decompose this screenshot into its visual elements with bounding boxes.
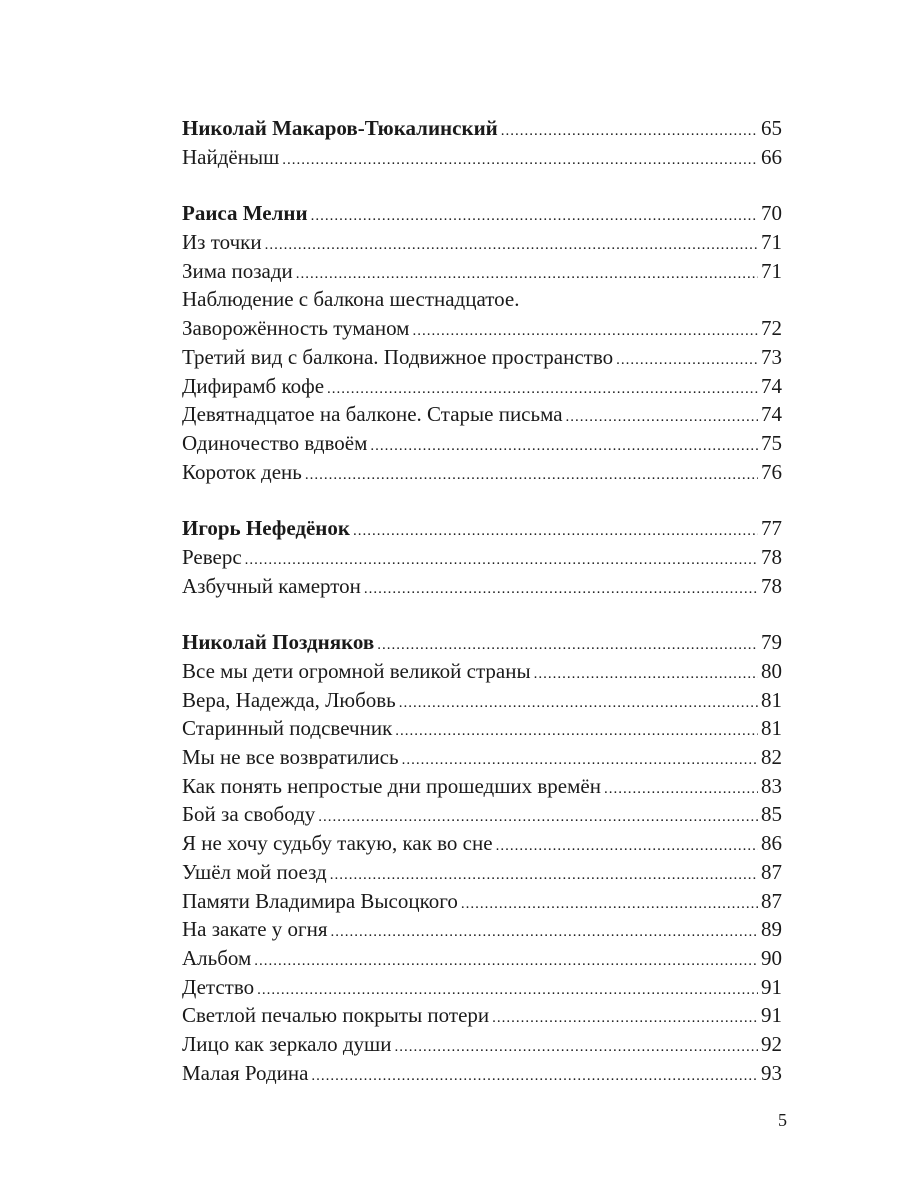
dot-leader [254,947,758,976]
toc-entry [182,1059,782,1088]
toc-entry-title: Вера, Надежда, Любовь [182,687,396,712]
toc-section-author [182,628,782,1087]
toc-page-number: 74 [761,373,782,398]
toc-entry-title: На закате у огня [182,917,328,942]
toc-entry [182,143,782,172]
toc-author-row [182,514,782,543]
toc-page-number: 91 [761,1003,782,1028]
dot-leader [245,546,758,575]
dot-leader [327,375,758,404]
dot-leader [257,976,758,1005]
dot-leader [311,1062,758,1091]
toc-page-number: 90 [761,945,782,970]
toc-entry-title: Девятнадцатое на балконе. Старые письма [182,402,563,427]
toc-entry-title: Заворожённость туманом [182,316,410,341]
toc-page-number: 70 [761,201,782,226]
dot-leader [265,231,758,260]
toc-page-number: 86 [761,831,782,856]
dot-leader [305,461,758,490]
dot-leader [364,575,758,604]
toc-entry [182,915,782,944]
toc-entry [182,572,782,601]
toc-entry [182,429,782,458]
toc-entry-title: Старинный подсвечник [182,716,393,741]
toc-entry-title: Одиночество вдвоём [182,430,368,455]
toc-entry [182,228,782,257]
toc-entry [182,973,782,1002]
toc-entry [182,772,782,801]
toc-entry-title: Малая Родина [182,1060,309,1085]
toc-entry [182,343,782,372]
toc-author-row [182,628,782,657]
page-number: 5 [778,1110,787,1130]
table-of-contents [182,114,782,1087]
toc-entry-title: Наблюдение с балкона шестнадцатое. [182,287,520,312]
toc-page-number: 80 [761,659,782,683]
toc-entry [182,543,782,572]
toc-entry-title: Лицо как зеркало души [182,1031,392,1056]
toc-entry-title: Из точки [182,230,262,255]
toc-entry-title: Альбом [182,945,252,970]
toc-page-number: 74 [761,402,782,427]
toc-entry-title: Короток день [182,459,302,484]
dot-leader [604,775,758,804]
toc-entry-title: Как понять непростые дни прошедших времён [182,773,601,798]
toc-author-name: Раиса Мелни [182,201,308,226]
toc-author-name: Николай Макаров-Тюкалинский [182,116,498,140]
toc-entry-title: Дифирамб кофе [182,373,325,398]
dot-leader [318,803,758,832]
toc-entry [182,458,782,487]
toc-page-number: 78 [761,573,782,598]
dot-leader [311,202,758,231]
dot-leader [412,317,758,346]
dot-leader [402,746,758,775]
toc-entry-title: Найдёныш [182,144,280,169]
toc-entry [182,800,782,829]
toc-entry-title: Детство [182,974,255,999]
toc-section-author [182,199,782,486]
toc-entry-title: Мы не все возвратились [182,745,399,770]
toc-entry-title: Реверс [182,544,242,569]
dot-leader [399,689,758,718]
toc-entry [182,314,782,343]
toc-author-name: Николай Поздняков [182,630,375,655]
toc-entry-title: Я не хочу судьбу такую, как во сне [182,831,493,856]
dot-leader [395,717,758,746]
toc-page-number: 81 [761,716,782,741]
toc-page-number: 89 [761,917,782,942]
dot-leader [296,260,758,289]
toc-page-number: 71 [761,258,782,283]
toc-page-number: 75 [761,430,782,455]
toc-page-number: 83 [761,773,782,798]
toc-page-number: 87 [761,888,782,913]
toc-author-name: Игорь Нефедёнок [182,516,351,541]
dot-leader [370,432,758,461]
toc-entry-title: Бой за свободу [182,802,316,827]
toc-page-number: 93 [761,1060,782,1085]
toc-entry [182,887,782,916]
toc-entry [182,743,782,772]
dot-leader [330,861,758,890]
toc-entry-title: Ушёл мой поезд [182,859,327,884]
toc-entry [182,372,782,401]
dot-leader [616,346,758,375]
toc-page-number: 81 [761,687,782,712]
toc-page-number: 77 [761,516,782,541]
toc-entry-title: Все мы дети огромной великой страны [182,659,531,683]
toc-section-author [182,514,782,600]
dot-leader [501,117,758,146]
toc-entry-title: Светлой печалью покрыты потери [182,1003,490,1028]
dot-leader [377,631,758,660]
toc-entry [182,944,782,973]
dot-leader [353,517,758,546]
toc-entry-title: Памяти Владимира Высоцкого [182,888,458,913]
dot-leader [394,1033,758,1062]
toc-entry-title: Азбучный камертон [182,573,361,598]
toc-page-number: 91 [761,974,782,999]
toc-entry [182,714,782,743]
toc-page-number: 72 [761,316,782,341]
toc-entry [182,686,782,715]
toc-author-row [182,114,782,143]
toc-entry-title: Зима позади [182,258,293,283]
toc-page-number: 65 [761,116,782,140]
dot-leader [496,832,758,861]
toc-page-number: 79 [761,630,782,655]
toc-entry [182,858,782,887]
toc-entry [182,257,782,286]
toc-page-number: 92 [761,1031,782,1056]
toc-page-number: 78 [761,544,782,569]
toc-entry [182,829,782,858]
dot-leader [331,918,758,947]
toc-page-number: 71 [761,230,782,255]
dot-leader [566,403,758,432]
toc-entry-continued [182,285,782,314]
dot-leader [534,660,758,689]
toc-section-author [182,114,782,171]
toc-page-number: 82 [761,745,782,770]
dot-leader [492,1004,758,1033]
toc-entry [182,1001,782,1030]
toc-entry [182,657,782,686]
toc-page-number: 87 [761,859,782,884]
dot-leader [461,890,758,919]
toc-entry-title: Третий вид с балкона. Подвижное пространство [182,344,614,369]
toc-page-number: 66 [761,144,782,169]
toc-author-row [182,199,782,228]
dot-leader [282,146,758,175]
toc-page-number: 73 [761,344,782,369]
toc-page-number: 76 [761,459,782,484]
toc-entry [182,400,782,429]
toc-entry [182,1030,782,1059]
toc-page-number: 85 [761,802,782,827]
